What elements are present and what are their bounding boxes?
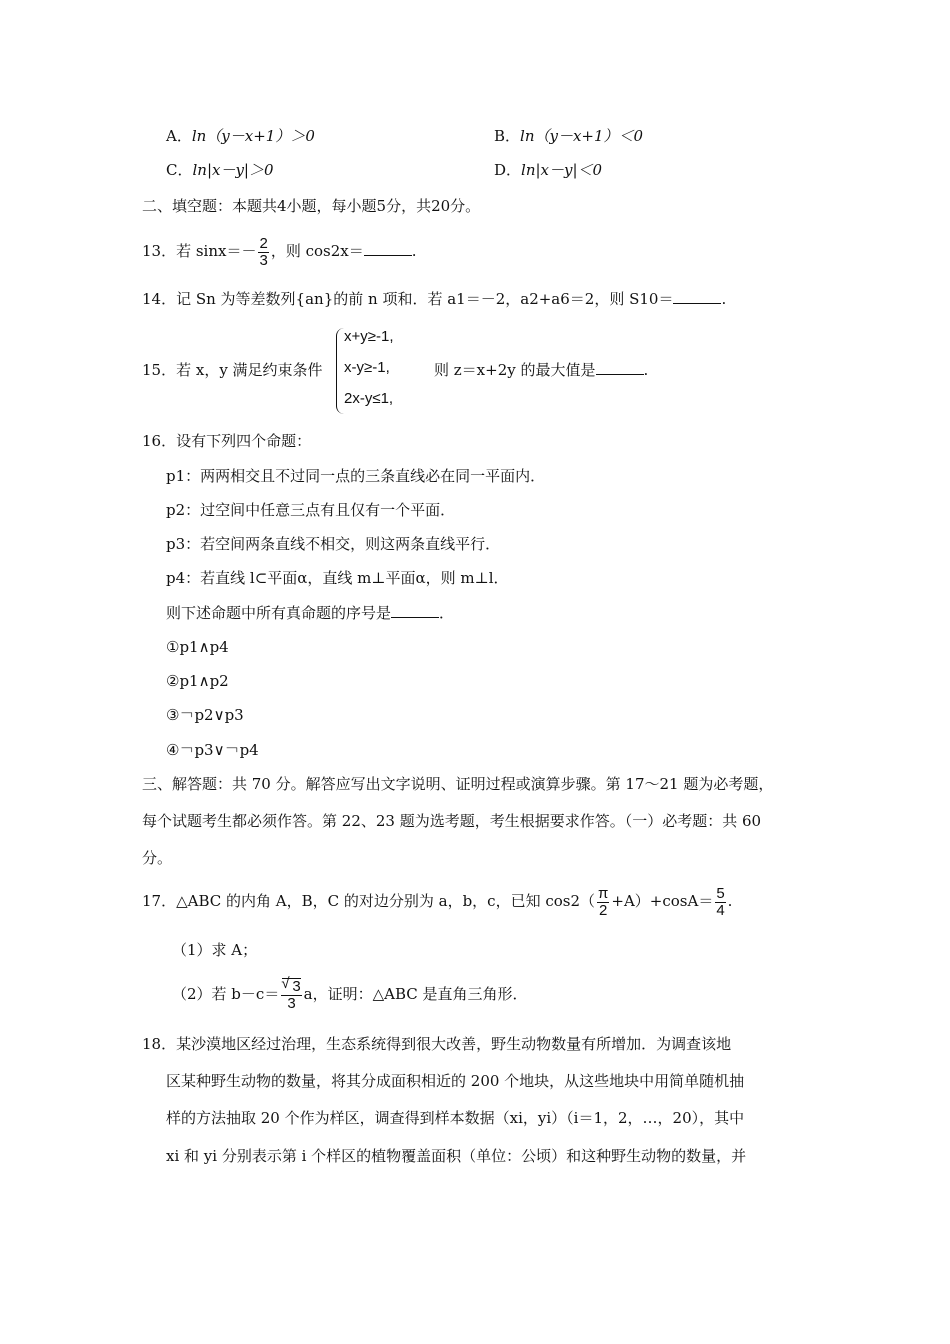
q17-part2-den: 3 (287, 995, 296, 1012)
question-17 (142, 880, 732, 922)
q15-constraint-system (336, 328, 426, 416)
q18-line-4: xi 和 yi 分别表示第 i 个样区的植物覆盖面积（单位：公顷）和这种野生动物的数量，并 (166, 1147, 747, 1165)
q17-end: . (727, 892, 733, 910)
option-b-text: ln（y－x+1）＜0 (520, 127, 644, 145)
q16-option-1: ①p1∧p4 (166, 638, 229, 656)
q17-fraction-5-over-4 (715, 886, 725, 919)
option-c-text: ln|x－y|＞0 (192, 161, 274, 179)
q14-answer-blank (673, 289, 721, 304)
question-14 (142, 289, 726, 309)
q14-end: . (721, 290, 727, 308)
q16-ask (166, 603, 454, 623)
sqrt-icon (282, 978, 300, 994)
q16-option-2: ②p1∧p2 (166, 672, 229, 690)
q13-prefix: 13．若 sinx＝－ (142, 242, 257, 260)
q16-stem: 16．设有下列四个命题： (142, 432, 312, 450)
q12-option-c (166, 160, 274, 180)
q16-option-4: ④￢p3∨￢p4 (166, 741, 259, 759)
q13-frac-den: 3 (259, 251, 268, 269)
q13-frac-num: 2 (259, 234, 268, 252)
q18-line-1: 18．某沙漠地区经过治理，生态系统得到很大改善，野生动物数量有所增加．为调查该地 (142, 1035, 732, 1053)
q13-end: . (411, 242, 417, 260)
option-d-label: D． (494, 161, 522, 179)
question-13 (142, 230, 417, 272)
section-3-line-1: 三、解答题：共 70 分。解答应写出文字说明、证明过程或演算步骤。第 17～21 题为必考题， (142, 775, 774, 793)
q15-answer-blank (596, 360, 644, 375)
q17-f2-num: 5 (716, 884, 725, 902)
section-3-line-2: 每个试题考生都必须作答。第 22、23 题为选考题，考生根据要求作答。（一）必考题：共 60 (142, 812, 762, 830)
option-c-label: C． (166, 161, 193, 179)
q13-suffix: ，则 cos2x＝ (270, 242, 364, 260)
q15-prefix: 15．若 x，y 满足约束条件 (142, 361, 323, 379)
option-b-label: B． (494, 127, 521, 145)
q16-p3: p3：若空间两条直线不相交，则这两条直线平行． (166, 535, 501, 553)
q13-fraction (258, 236, 268, 269)
q17-part2-prefix: （2）若 b－c＝ (172, 985, 280, 1003)
q17-part2-num (281, 978, 301, 996)
q15-suffix: 则 z＝x+2y 的最大值是 (434, 361, 596, 379)
option-a-label: A． (166, 127, 192, 145)
q17-part-1: （1）求 A； (172, 941, 258, 959)
q15-suffix-line (434, 360, 648, 380)
q17-f1-den: 2 (599, 901, 608, 919)
q17-fraction-pi-over-2 (597, 886, 609, 919)
q18-line-2: 区某种野生动物的数量，将其分成面积相近的 200 个地块，从这些地块中用简单随机抽 (166, 1072, 745, 1090)
q14-text: 14．记 Sn 为等差数列{an}的前 n 项和．若 a1＝－2，a2+a6＝2，则 S10＝ (142, 290, 674, 308)
q16-p2: p2：过空间中任意三点有且仅有一个平面． (166, 501, 456, 519)
q17-prefix: 17．△ABC 的内角 A，B，C 的对边分别为 a，b，c，已知 cos2（ (142, 892, 596, 910)
q17-f2-den: 4 (716, 901, 725, 919)
q12-option-a (166, 126, 315, 146)
q16-option-3: ③￢p2∨p3 (166, 706, 244, 724)
q17-part-2 (172, 972, 528, 1016)
q17-part2-suffix: a，证明：△ABC 是直角三角形． (303, 985, 528, 1003)
constraint-2: x-y≥-1, (344, 359, 390, 376)
q16-answer-blank (391, 603, 439, 618)
q17-f1-num: π (598, 884, 609, 902)
q12-option-d (494, 160, 602, 180)
q15-end: . (643, 361, 649, 379)
constraint-1: x+y≥-1, (344, 328, 394, 345)
q13-answer-blank (364, 241, 412, 256)
option-a-text: ln（y－x+1）＞0 (191, 127, 315, 145)
section-2-heading: 二、填空题：本题共4小题，每小题5分，共20分。 (142, 197, 481, 215)
q16-p4: p4：若直线 l⊂平面α，直线 m⊥平面α，则 m⊥l． (166, 569, 509, 587)
q18-line-3: 样的方法抽取 20 个作为样区，调查得到样本数据（xi，yi）（i＝1，2，…，20），其中 (166, 1109, 745, 1127)
option-d-text: ln|x－y|＜0 (521, 161, 603, 179)
q17-mid: +A）+cosA＝ (611, 892, 714, 910)
q16-p1: p1：两两相交且不过同一点的三条直线必在同一平面内． (166, 467, 546, 485)
section-3-line-3: 分。 (142, 849, 173, 867)
constraint-3: 2x-y≤1, (344, 390, 394, 407)
q12-option-b (494, 126, 643, 146)
q16-ask-text: 则下述命题中所有真命题的序号是 (166, 604, 392, 622)
q17-part2-radicand: 3 (292, 978, 301, 995)
q17-fraction-sqrt3-over-3 (281, 978, 301, 1012)
q16-ask-end: ． (439, 604, 455, 622)
